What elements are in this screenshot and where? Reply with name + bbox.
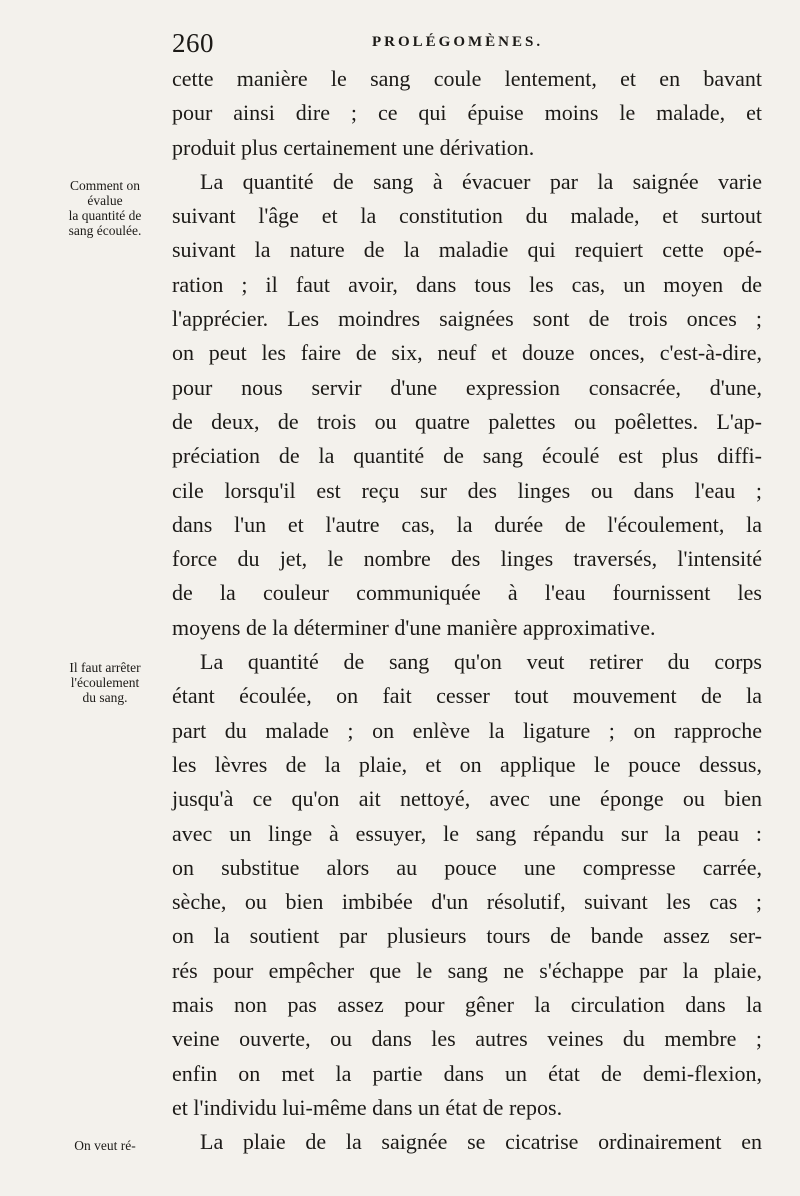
running-head: PROLÉGOMÈNES.	[372, 34, 544, 50]
text-line: suivant la nature de la maladie qui requiert cette opé-	[172, 237, 762, 263]
margin-note-line: du sang.	[82, 690, 128, 705]
margin-note-evaluation	[46, 178, 164, 238]
text-line: préciation de la quantité de sang écoulé est plus diffi-	[172, 443, 762, 469]
page-number: 260	[172, 28, 214, 58]
text-line: produit plus certainement une dérivation.	[172, 134, 535, 160]
margin-note-line: l'écoulement	[70, 675, 140, 690]
margin-note-line: Comment on	[69, 178, 141, 193]
text-line: rés pour empêcher que le sang ne s'échappe par la plaie,	[172, 957, 762, 983]
text-line: enfin on met la partie dans un état de demi-flexion,	[172, 1060, 762, 1086]
text-line: on la soutient par plusieurs tours de bande assez ser-	[172, 923, 762, 949]
margin-note-line: évalue	[87, 193, 123, 208]
paragraph-start-line: La plaie de la saignée se cicatrise ordinairement en	[200, 1129, 762, 1155]
margin-note-line: Il faut arrêter	[69, 660, 141, 675]
text-line: jusqu'à ce qu'on ait nettoyé, avec une éponge ou bien	[172, 786, 762, 812]
text-line: de la couleur communiquée à l'eau fournissent les	[172, 580, 762, 606]
text-line: pour nous servir d'une expression consacrée, d'une,	[172, 374, 762, 400]
text-line: moyens de la déterminer d'une manière approximative.	[172, 614, 656, 640]
text-line: suivant l'âge et la constitution du malade, et surtout	[172, 203, 762, 229]
margin-note-line: la quantité de	[68, 208, 142, 223]
text-line: cile lorsqu'il est reçu sur des linges ou dans l'eau ;	[172, 477, 762, 503]
text-line: étant écoulée, on fait cesser tout mouvement de la	[172, 683, 762, 709]
text-line: force du jet, le nombre des linges traversés, l'intensité	[172, 546, 762, 572]
text-line: pour ainsi dire ; ce qui épuise moins le malade, et	[172, 100, 762, 126]
text-line: part du malade ; on enlève la ligature ; on rapproche	[172, 717, 762, 743]
text-line: avec un linge à essuyer, le sang répandu sur la peau :	[172, 820, 762, 846]
margin-note-line: On veut ré-	[74, 1138, 136, 1153]
text-line: cette manière le sang coule lentement, et en bavant	[172, 66, 762, 91]
paragraph-start-line: La quantité de sang à évacuer par la saignée varie	[200, 168, 762, 194]
paragraph-start-line: La quantité de sang qu'on veut retirer du corps	[200, 649, 762, 675]
text-line: les lèvres de la plaie, et on applique le pouce dessus,	[172, 751, 762, 777]
text-line: mais non pas assez pour gêner la circulation dans la	[172, 992, 762, 1018]
margin-note-continued	[46, 1138, 164, 1153]
text-line: sèche, ou bien imbibée d'un résolutif, suivant les cas ;	[172, 889, 762, 915]
text-line: on peut les faire de six, neuf et douze onces, c'est-à-dire,	[172, 340, 762, 366]
margin-note-line: sang écoulée.	[68, 223, 142, 238]
text-line: ration ; il faut avoir, dans tous les cas, un moyen de	[172, 271, 762, 297]
body-text	[172, 62, 762, 1160]
margin-note-stop-flow	[46, 660, 164, 705]
text-line: de deux, de trois ou quatre palettes ou poêlettes. L'ap-	[172, 408, 762, 434]
text-line: dans l'un et l'autre cas, la durée de l'écoulement, la	[172, 511, 762, 537]
text-line: et l'individu lui-même dans un état de repos.	[172, 1094, 563, 1120]
page-header	[172, 28, 762, 58]
text-line: l'apprécier. Les moindres saignées sont de trois onces ;	[172, 306, 762, 332]
text-line: veine ouverte, ou dans les autres veines du membre ;	[172, 1026, 762, 1052]
text-line: on substitue alors au pouce une compresse carrée,	[172, 854, 762, 880]
